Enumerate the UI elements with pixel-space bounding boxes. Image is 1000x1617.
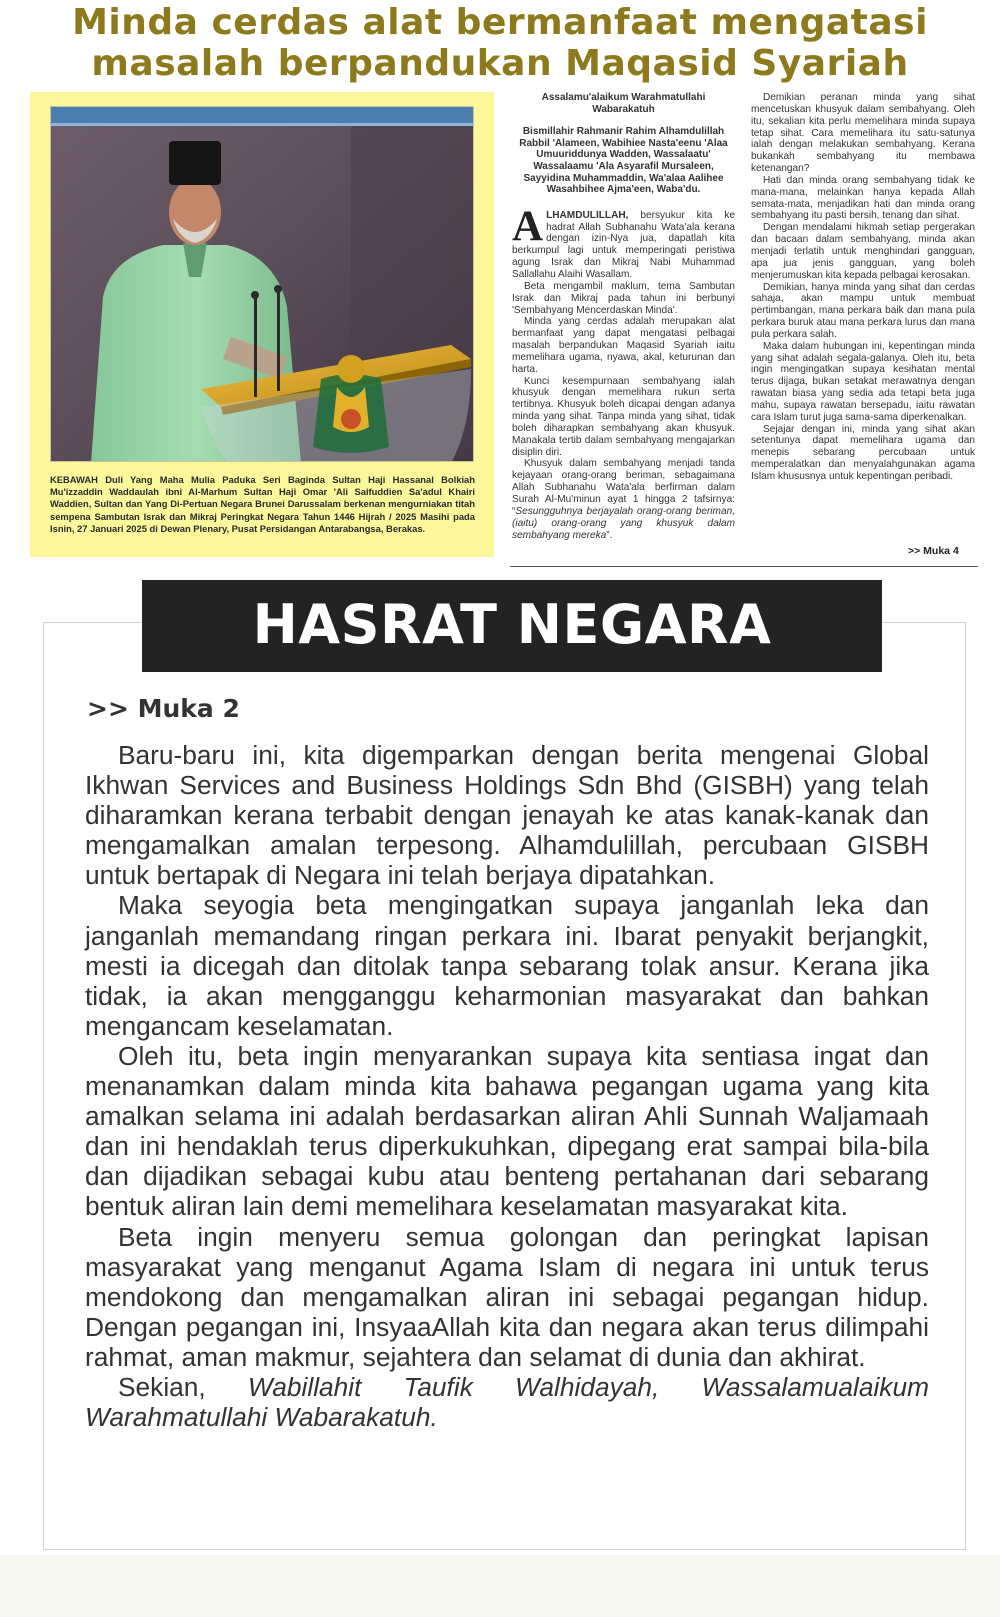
article-paragraph: Maka dalam hubungan ini, kepentingan minda yang sihat adalah segala-galanya. Oleh itu, beta ingin mengingatkan supaya kesihatan mental terus dijaga, bukan setakat merawatnya dengan rawatan biasa yang sedia ada tetapi beta juga mahu, supaya rawatan bersepadu, iaitu rawatan cara Islam turut juga sama-sama diperkenalkan.: [751, 340, 975, 423]
article-column-2: [751, 92, 975, 483]
article-paragraph: Beta mengambil maklum, tema Sambutan Israk dan Mikraj pada tahun ini berbunyi 'Sembahyang Mencerdaskan Minda'.: [512, 280, 735, 316]
section-banner: [142, 580, 882, 672]
body-paragraph: Beta ingin menyeru semua golongan dan peringkat lapisan masyarakat yang menganut Agama Islam di negara ini untuk terus mendokong dan mengamalkan aliran ini sebagai pegangan hidup. Dengan pegangan ini, InsyaaAllah kita dan negara akan terus dilimpahi rahmat, aman makmur, sejahtera dan selamat di dunia dan akhirat.: [85, 1221, 929, 1372]
photo-caption: KEBAWAH Duli Yang Maha Mulia Paduka Seri Baginda Sultan Haji Hassanal Bolkiah Mu'izzaddin Waddaulah ibni Al-Marhum Sultan Haji Omar 'Ali Saifuddien Sa'adul Khairi Waddien, Sultan dan Yang Di-Pertuan Negara Brunei Darussalam berkenan mengurniakan titah sempena Sambutan Israk dan Mikraj Peringkat Negara Tahun 1446 Hijrah / 2025 Masihi pada Isnin, 27 Januari 2025 di Dewan Plenary, Pusat Persidangan Antarabangsa, Berakas.: [50, 474, 475, 534]
paragraph-text: Khusyuk dalam sembahyang menjadi tanda kejayaan orang-orang beriman, sebagaimana Allah Subhanahu Wata'ala berfirman dalam Surah Al-Mu'minun ayat 1 hingga 2 tafsirnya: “: [512, 458, 735, 517]
body-paragraph: Baru-baru ini, kita digemparkan dengan berita mengenai Global Ikhwan Services and Business Holdings Sdn Bhd (GISBH) yang telah diharamkan kerana terbabit dengan jenayah ke atas kanak-kanak dan mengamalkan amalan terpesong. Alhamdulillah, percubaan GISBH untuk bertapak di Negara ini telah berjaya dipatahkan.: [85, 740, 929, 891]
page-footer-strip: [0, 1555, 1000, 1617]
continued-page-ref: >> Muka 4: [908, 545, 959, 557]
closing-salam: Wabillahit Taufik Walhidayah, Wassalamualaikum Warahmatullahi Wabarakatuh.: [85, 1371, 929, 1433]
hasrat-body: [85, 740, 929, 1432]
quran-quote: Sesungguhnya berjayalah orang-orang beriman, (iaitu) orang-orang yang khusyuk dalam sembahyang mereka: [512, 505, 735, 541]
headline: [20, 2, 980, 84]
body-paragraph: Maka seyogia beta mengingatkan supaya janganlah leka dan janganlah memandang ringan perkara ini. Ibarat penyakit berjangkit, mesti ia dicegah dan ditolak tanpa sebarang tolak ansur. Kerana jika tidak, ia akan mengganggu keharmonian masyarakat dan bahkan mengancam keselamatan.: [85, 890, 929, 1041]
lead-word: LHAMDULILLAH,: [546, 209, 629, 221]
drop-cap: A: [512, 202, 544, 250]
article-paragraph: [512, 202, 735, 281]
bismillah: Bismillahir Rahmanir Rahim Alhamdulillah Rabbil 'Alameen, Wabihiee Nasta'eenu 'Alaa Umuuriddunya Wadden, Wassalaatu' Wassalaamu 'Ala Asyarafil Mursaleen, Sayyidina Muhammaddin, Wa'alaa Aalihee Wasahbihee Ajma'een, Waba'du.: [519, 126, 728, 196]
article-paragraph: Minda yang cerdas adalah merupakan alat bermanfaat yang dapat mengatasi pelbagai masalah berpandukan Maqasid Syariah iaitu memelihara ugama, nyawa, akal, keturunan dan harta.: [512, 316, 735, 375]
headline-line-1: Minda cerdas alat bermanfaat mengatasi: [72, 2, 928, 43]
page-reference: >> Muka 2: [87, 694, 240, 723]
closing-lead: Sekian,: [118, 1371, 248, 1402]
paragraph-text: ”.: [606, 529, 613, 541]
photo-panel: [30, 92, 494, 557]
closing-paragraph: [85, 1372, 929, 1432]
body-paragraph: Oleh itu, beta ingin menyarankan supaya kita sentiasa ingat dan menanamkan dalam minda kita bahawa pegangan ugama yang kita amalkan selama ini adalah berdasarkan aliran Ahli Sunnah Waljamaah dan ini hendaklah terus diperkukuhkan, dipegang erat sampai bila-bila dan dijadikan sebagai kubu atau benteng pertahanan dari sebarang bentuk aliran lain demi memelihara keselamatan masyarakat kita.: [85, 1040, 929, 1222]
article-paragraph: Demikian peranan minda yang sihat mencetuskan khusyuk dalam sembahyang. Oleh itu, sekalian kita perlu memelihara minda supaya tetap sihat. Cara memelihara itu satu-satunya ialah dengan melakukan sembahyang. Kerana bukankah sembahyang itu membawa ketenangan?: [751, 92, 975, 175]
headline-line-2: masalah berpandukan Maqasid Syariah: [91, 43, 909, 84]
paragraph-text: bersyukur kita ke hadrat Allah Subhanahu Wata'ala kerana dengan izin-Nya jua, dapatlah kita berkumpul lagi untuk memperingati peristiwa agung Israk dan Mikraj Nabi Muhammad Sallallahu Alaihi Wasallam.: [512, 209, 735, 280]
article-paragraph: Demikian, hanya minda yang sihat dan cerdas sahaja, akan mampu untuk membuat pertimbangan, mana perkara baik dan mana pula perkara buruk atau mana perkara lurus dan mana pula perkara salah.: [751, 281, 975, 340]
article-paragraph: Kunci kesempurnaan sembahyang ialah khusyuk dengan memelihara rukun serta tertibnya. Khusyuk boleh dicapai dengan adanya minda yang sihat. Tanpa minda yang sihat, tidak boleh diharapkan sembahyang akan khusyuk. Manakala tertib dalam sembahyang mengajarkan disiplin diri.: [512, 375, 735, 458]
article-paragraph: Hati dan minda orang sembahyang tidak ke mana-mana, melainkan hanya kepada Allah semata-mata, menjadikan hati dan minda orang sembahyang itu pasti bersih, tenang dan sihat.: [751, 174, 975, 222]
greeting: Assalamu'alaikum Warahmatullahi Wabarakatuh: [541, 92, 706, 115]
article-column-1: [512, 92, 735, 541]
article-paragraph: Dengan mendalami hikmah setiap pergerakan dan bacaan dalam sembahyang, minda akan menjadi terlatih untuk menghindari gangguan, apa jua jenis gangguan, yang boleh menjerumuskan kita kepada pelbagai kerosakan.: [751, 222, 975, 281]
article-paragraph: Sejajar dengan ini, minda yang sihat akan setentunya dapat memelihara ugama dan menepis sebarang percubaan untuk memperalatkan dan menyalahgunakan agama Islam khususnya untuk kepentingan peribadi.: [751, 423, 975, 482]
article-paragraph: [512, 458, 735, 541]
banner-title: HASRAT NEGARA: [252, 593, 772, 656]
divider: [510, 566, 978, 567]
sultan-photo: [50, 106, 474, 462]
